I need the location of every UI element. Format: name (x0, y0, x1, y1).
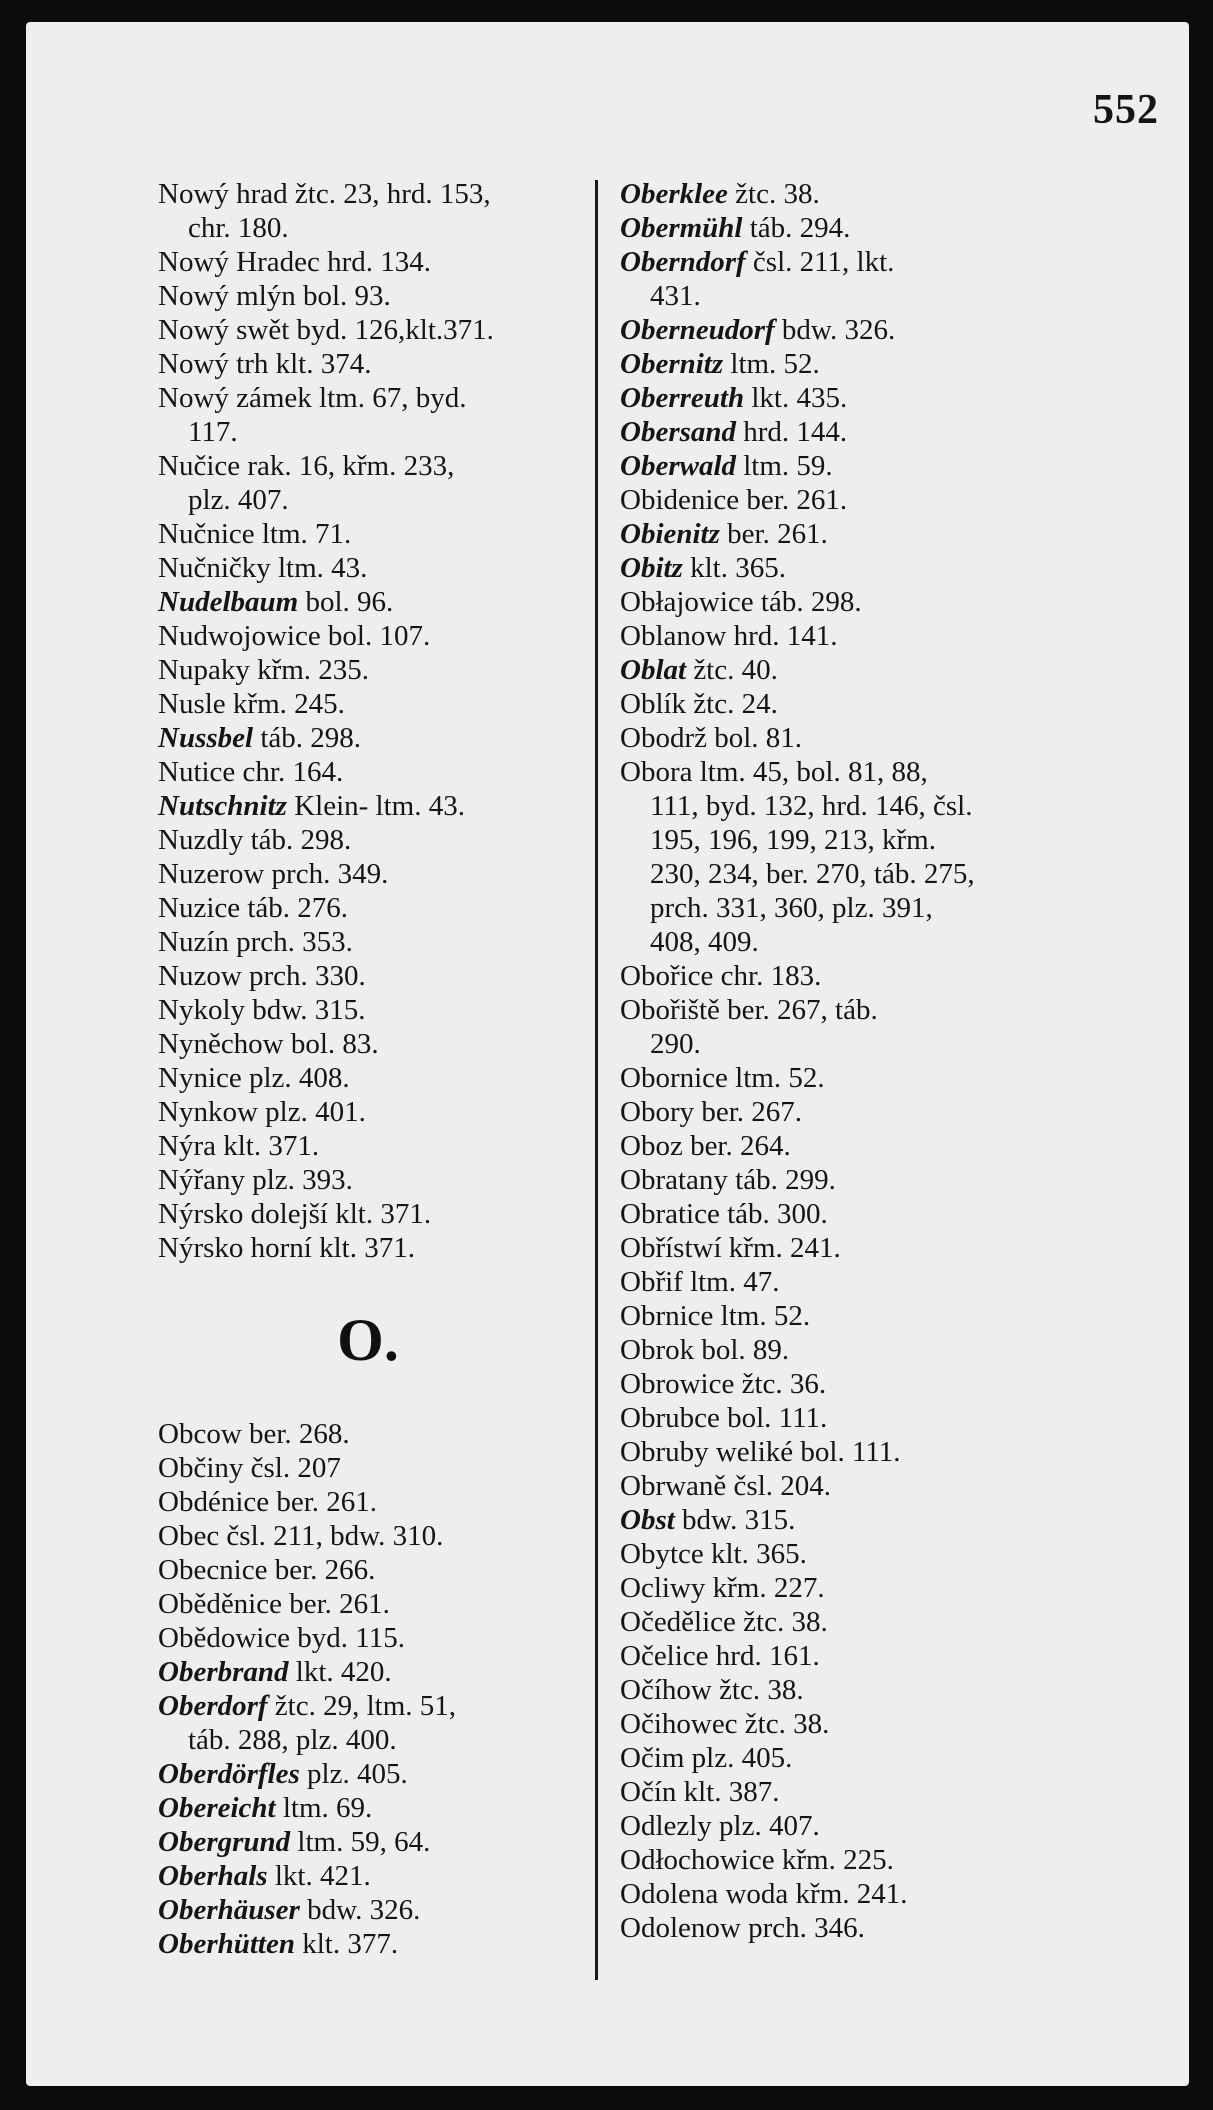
index-entry: 431. (650, 280, 701, 312)
index-entry (158, 1689, 613, 1723)
entry-reference: plz. 405. (299, 1758, 408, 1790)
index-entry: prch. 331, 360, plz. 391, (650, 892, 933, 924)
index-entry: 408, 409. (650, 926, 759, 958)
page-number: 552 (1093, 87, 1159, 133)
entry-german-name: Nutschnitz (158, 790, 287, 822)
index-entry: Nowý mlýn bol. 93. (158, 280, 391, 312)
entry-reference: bdw. 326. (774, 314, 896, 346)
index-entry (158, 585, 613, 619)
entry-reference: hrd. 144. (736, 416, 848, 448)
index-entry: Obruby weliké bol. 111. (620, 1436, 901, 1468)
index-entry: 195, 196, 199, 213, křm. (650, 824, 936, 856)
index-entry: Obora ltm. 45, bol. 81, 88, (620, 756, 928, 788)
index-entry: Obecnice ber. 266. (158, 1554, 376, 1586)
entry-reference: čsl. 211, lkt. (745, 246, 895, 278)
index-entry: Nýra klt. 371. (158, 1130, 320, 1162)
index-entry: Nuzice táb. 276. (158, 892, 349, 924)
entry-reference: Klein- ltm. 43. (286, 790, 465, 822)
index-entry: Občiny čsl. 207 (158, 1452, 341, 1484)
index-entry (158, 1859, 613, 1893)
index-entry: Nyněchow bol. 83. (158, 1028, 379, 1060)
index-entry: Obdénice ber. 261. (158, 1486, 378, 1518)
index-entry (158, 1893, 613, 1927)
index-entry: Obcow ber. 268. (158, 1418, 350, 1450)
book-page (26, 22, 1189, 2086)
index-entry: Nusle křm. 245. (158, 688, 345, 720)
index-entry: Obytce klt. 365. (620, 1538, 807, 1570)
index-entry: Odlezly plz. 407. (620, 1810, 820, 1842)
index-entry: Obřístwí křm. 241. (620, 1232, 841, 1264)
index-entry: Očihowec žtc. 38. (620, 1708, 830, 1740)
entry-german-name: Obernitz (620, 348, 724, 380)
index-entry: Obec čsl. 211, bdw. 310. (158, 1520, 444, 1552)
index-entry: Nykoly bdw. 315. (158, 994, 366, 1026)
entry-reference: klt. 365. (682, 552, 786, 584)
index-entry: Nowý swět byd. 126,klt.371. (158, 314, 494, 346)
index-entry: Nowý zámek ltm. 67, byd. (158, 382, 467, 414)
entry-german-name: Oberbrand (158, 1656, 289, 1688)
entry-reference: ltm. 69. (275, 1792, 373, 1824)
index-entry: Očíhow žtc. 38. (620, 1674, 804, 1706)
entry-reference: táb. 294. (742, 212, 851, 244)
index-entry: Oběděnice ber. 261. (158, 1588, 390, 1620)
index-entry (620, 211, 1075, 245)
entry-german-name: Obst (620, 1504, 675, 1536)
index-entry (620, 381, 1075, 415)
index-entry: Obratany táb. 299. (620, 1164, 836, 1196)
entry-german-name: Oberneudorf (620, 314, 775, 346)
index-entry: Nuzerow prch. 349. (158, 858, 389, 890)
index-entry: Odolenow prch. 346. (620, 1912, 865, 1944)
index-entry: Obidenice ber. 261. (620, 484, 848, 516)
index-entry: 290. (650, 1028, 701, 1060)
index-entry: Nučničky ltm. 43. (158, 552, 368, 584)
entry-reference: ltm. 59. (736, 450, 833, 482)
entry-reference: žtc. 38. (727, 178, 820, 210)
section-heading-letter: O. (337, 1307, 399, 1373)
entries-o-section (158, 1417, 613, 1961)
entry-german-name: Oberndorf (620, 246, 746, 278)
index-entry: Obrok bol. 89. (620, 1334, 790, 1366)
entry-german-name: Oberdörfles (158, 1758, 300, 1790)
entry-reference: lkt. 435. (744, 382, 848, 414)
index-entry: Očín klt. 387. (620, 1776, 780, 1808)
entry-german-name: Nudelbaum (158, 586, 299, 618)
index-entry: Obořice chr. 183. (620, 960, 822, 992)
index-entry (620, 653, 1075, 687)
index-entry: Obrnice ltm. 52. (620, 1300, 811, 1332)
entry-reference: klt. 377. (294, 1928, 399, 1960)
index-entry: Nowý trh klt. 374. (158, 348, 372, 380)
entry-reference: bdw. 315. (674, 1504, 796, 1536)
index-entry (158, 1757, 613, 1791)
entry-reference: lkt. 421. (267, 1860, 371, 1892)
index-entry: Nučnice ltm. 71. (158, 518, 352, 550)
index-entry: Obědowice byd. 115. (158, 1622, 405, 1654)
entries-n-section (158, 177, 613, 1265)
index-entry: Nýrsko dolejší klt. 371. (158, 1198, 432, 1230)
index-entry: 117. (188, 416, 238, 448)
index-entry: Oblík žtc. 24. (620, 688, 778, 720)
index-entry (158, 789, 613, 823)
index-entry: Nýrsko horní klt. 371. (158, 1232, 415, 1264)
index-entry: Očim plz. 405. (620, 1742, 793, 1774)
index-entry: Oboz ber. 264. (620, 1130, 791, 1162)
entry-german-name: Obermühl (620, 212, 743, 244)
entry-reference: lkt. 420. (288, 1656, 392, 1688)
index-entry: Obořiště ber. 267, táb. (620, 994, 878, 1026)
index-entry (620, 517, 1075, 551)
index-entry (620, 245, 1075, 279)
index-entry (158, 1655, 613, 1689)
entry-german-name: Oberhütten (158, 1928, 295, 1960)
index-entry: Obodrž bol. 81. (620, 722, 803, 754)
index-entry: Obřif ltm. 47. (620, 1266, 780, 1298)
index-entry (158, 1791, 613, 1825)
index-entry: Nynice plz. 408. (158, 1062, 350, 1094)
index-entry: Nuzín prch. 353. (158, 926, 353, 958)
index-entry (620, 415, 1075, 449)
index-entry (620, 177, 1075, 211)
index-entry: chr. 180. (188, 212, 289, 244)
index-entry: Nýřany plz. 393. (158, 1164, 353, 1196)
index-entry: táb. 288, plz. 400. (188, 1724, 397, 1756)
index-entry: Obratice táb. 300. (620, 1198, 828, 1230)
entry-german-name: Obersand (620, 416, 737, 448)
index-entry (620, 449, 1075, 483)
index-entry: Obornice ltm. 52. (620, 1062, 825, 1094)
entry-reference: bdw. 326. (299, 1894, 421, 1926)
index-entry: Obrowice žtc. 36. (620, 1368, 827, 1400)
index-entry: 111, byd. 132, hrd. 146, čsl. (650, 790, 973, 822)
entry-reference: ltm. 59, 64. (290, 1826, 431, 1858)
entry-german-name: Oberdorf (158, 1690, 268, 1722)
entry-german-name: Nussbel (158, 722, 254, 754)
entry-german-name: Oblat (620, 654, 687, 686)
index-entry (620, 551, 1075, 585)
index-entry: Odolena woda křm. 241. (620, 1878, 908, 1910)
index-entry: Nučice rak. 16, křm. 233, (158, 450, 455, 482)
column-divider (595, 180, 598, 1980)
index-entry: Obrubce bol. 111. (620, 1402, 828, 1434)
entry-german-name: Oberwald (620, 450, 736, 482)
index-entry (158, 1927, 613, 1961)
index-entry: Oblanow hrd. 141. (620, 620, 838, 652)
index-entry: Očelice hrd. 161. (620, 1640, 820, 1672)
entry-german-name: Obitz (620, 552, 683, 584)
index-entry: Obrwaně čsl. 204. (620, 1470, 832, 1502)
index-entry: Nowý Hradec hrd. 134. (158, 246, 432, 278)
index-entry: Nudwojowice bol. 107. (158, 620, 431, 652)
entry-german-name: Oberreuth (620, 382, 745, 414)
index-entry: Očedělice žtc. 38. (620, 1606, 828, 1638)
index-entry: Nuzdly táb. 298. (158, 824, 352, 856)
index-entry (620, 347, 1075, 381)
entry-german-name: Oberklee (620, 178, 728, 210)
entry-german-name: Obergrund (158, 1826, 291, 1858)
index-entry: Nowý hrad žtc. 23, hrd. 153, (158, 178, 491, 210)
index-entry: Nynkow plz. 401. (158, 1096, 366, 1128)
entry-german-name: Obienitz (620, 518, 720, 550)
entry-reference: bol. 96. (298, 586, 394, 618)
entry-german-name: Oberhäuser (158, 1894, 300, 1926)
index-entry (158, 721, 613, 755)
entries-o-continued (620, 177, 1075, 1945)
index-entry: Nupaky křm. 235. (158, 654, 370, 686)
entry-german-name: Oberhals (158, 1860, 268, 1892)
entry-reference: ltm. 52. (723, 348, 820, 380)
index-entry: Nutice chr. 164. (158, 756, 344, 788)
index-entry: Obłajowice táb. 298. (620, 586, 862, 618)
entry-german-name: Obereicht (158, 1792, 276, 1824)
index-entry: Nuzow prch. 330. (158, 960, 366, 992)
index-entry (158, 1825, 613, 1859)
index-entry: 230, 234, ber. 270, táb. 275, (650, 858, 975, 890)
left-column (158, 177, 613, 1961)
entry-reference: táb. 298. (253, 722, 362, 754)
index-entry (620, 313, 1075, 347)
index-entry (620, 1503, 1075, 1537)
index-entry: plz. 407. (188, 484, 289, 516)
index-entry: Obory ber. 267. (620, 1096, 803, 1128)
entry-reference: žtc. 40. (686, 654, 778, 686)
right-column (620, 177, 1075, 1945)
entry-reference: žtc. 29, ltm. 51, (267, 1690, 457, 1722)
index-entry: Ocliwy křm. 227. (620, 1572, 825, 1604)
entry-reference: ber. 261. (719, 518, 828, 550)
index-entry: Odłochowice křm. 225. (620, 1844, 894, 1876)
